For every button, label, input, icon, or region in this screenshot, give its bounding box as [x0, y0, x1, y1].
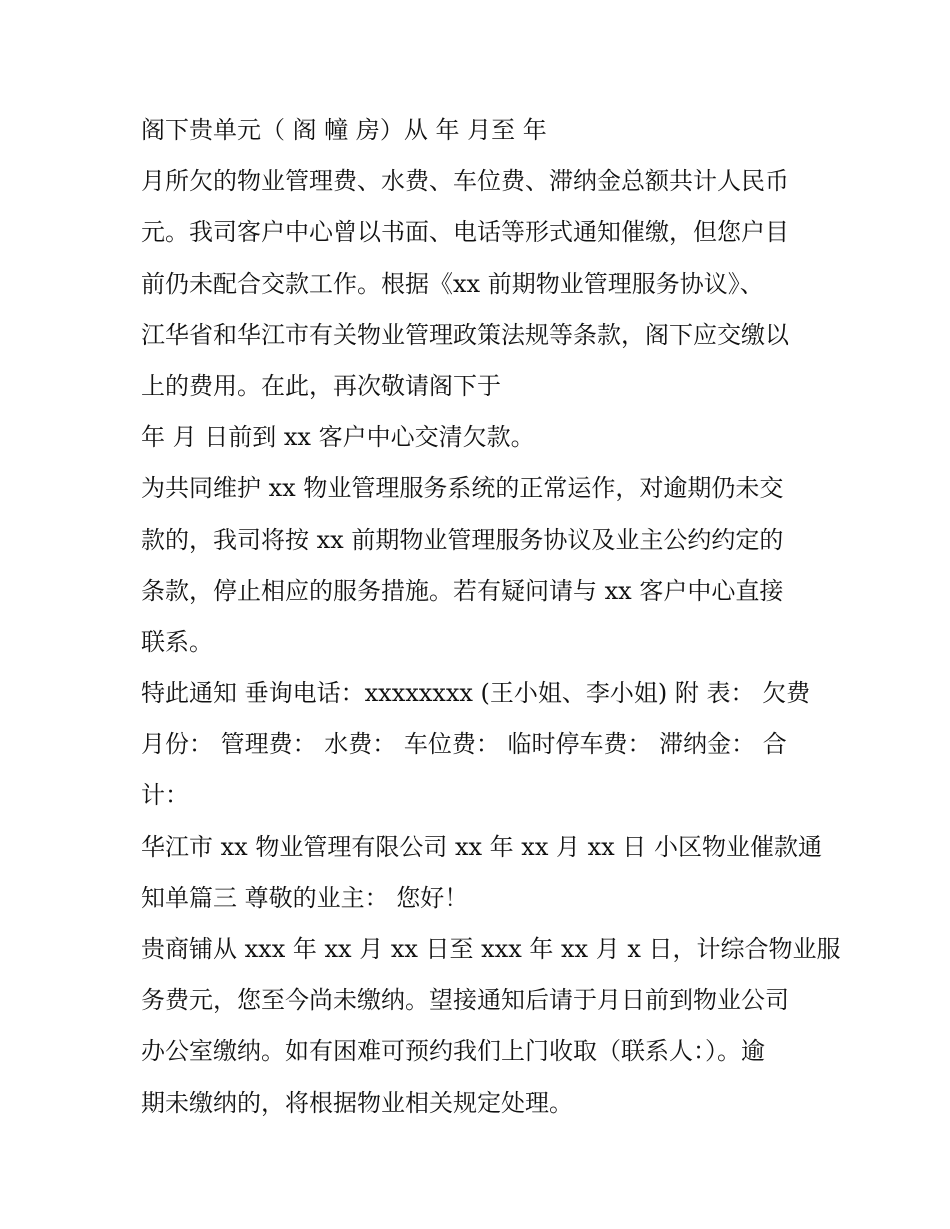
- text-line: 知单篇三 尊敬的业主： 您好！: [141, 883, 469, 912]
- text-line: 条款，停止相应的服务措施。若有疑问请与 xx 客户中心直接: [141, 576, 784, 605]
- text-line: 月所欠的物业管理费、水费、车位费、滞纳金总额共计人民币: [141, 167, 789, 196]
- text-line: 计：: [141, 781, 189, 810]
- text-line: 期未缴纳的，将根据物业相关规定处理。: [141, 1088, 573, 1117]
- text-line: 贵商铺从 xxx 年 xx 月 xx 日至 xxx 年 xx 月 x 日，计综合物业服: [141, 935, 841, 963]
- text-line: 阁下贵单元（ 阁 幢 房）从 年 月至 年: [141, 116, 547, 144]
- text-line: 款的，我司将按 xx 前期物业管理服务协议及业主公约约定的: [141, 525, 784, 554]
- text-line: 年 月 日前到 xx 客户中心交清欠款。: [141, 423, 535, 452]
- text-line: 月份： 管理费： 水费： 车位费： 临时停车费： 滞纳金： 合: [141, 730, 787, 759]
- text-line: 元。我司客户中心曾以书面、电话等形式通知催缴，但您户目: [141, 218, 789, 247]
- text-line: 上的费用。在此，再次敬请阁下于: [141, 371, 501, 400]
- text-line: 为共同维护 xx 物业管理服务系统的正常运作，对逾期仍未交: [141, 474, 784, 503]
- text-line: 联系。: [141, 627, 213, 656]
- text-line: 务费元，您至今尚未缴纳。望接通知后请于月日前到物业公司: [141, 986, 789, 1015]
- text-line: 前仍未配合交款工作。根据《xx 前期物业管理服务协议》、: [141, 269, 764, 298]
- text-line: 特此通知 垂询电话：xxxxxxxx (王小姐、李小姐) 附 表： 欠费: [141, 679, 811, 708]
- text-line: 华江市 xx 物业管理有限公司 xx 年 xx 月 xx 日 小区物业催款通: [141, 832, 822, 861]
- text-line: 办公室缴纳。如有困难可预约我们上门收取（联系人：）。逾: [141, 1037, 765, 1066]
- document-body: [141, 105, 841, 1129]
- text-line: 江华省和华江市有关物业管理政策法规等条款，阁下应交缴以: [141, 320, 789, 349]
